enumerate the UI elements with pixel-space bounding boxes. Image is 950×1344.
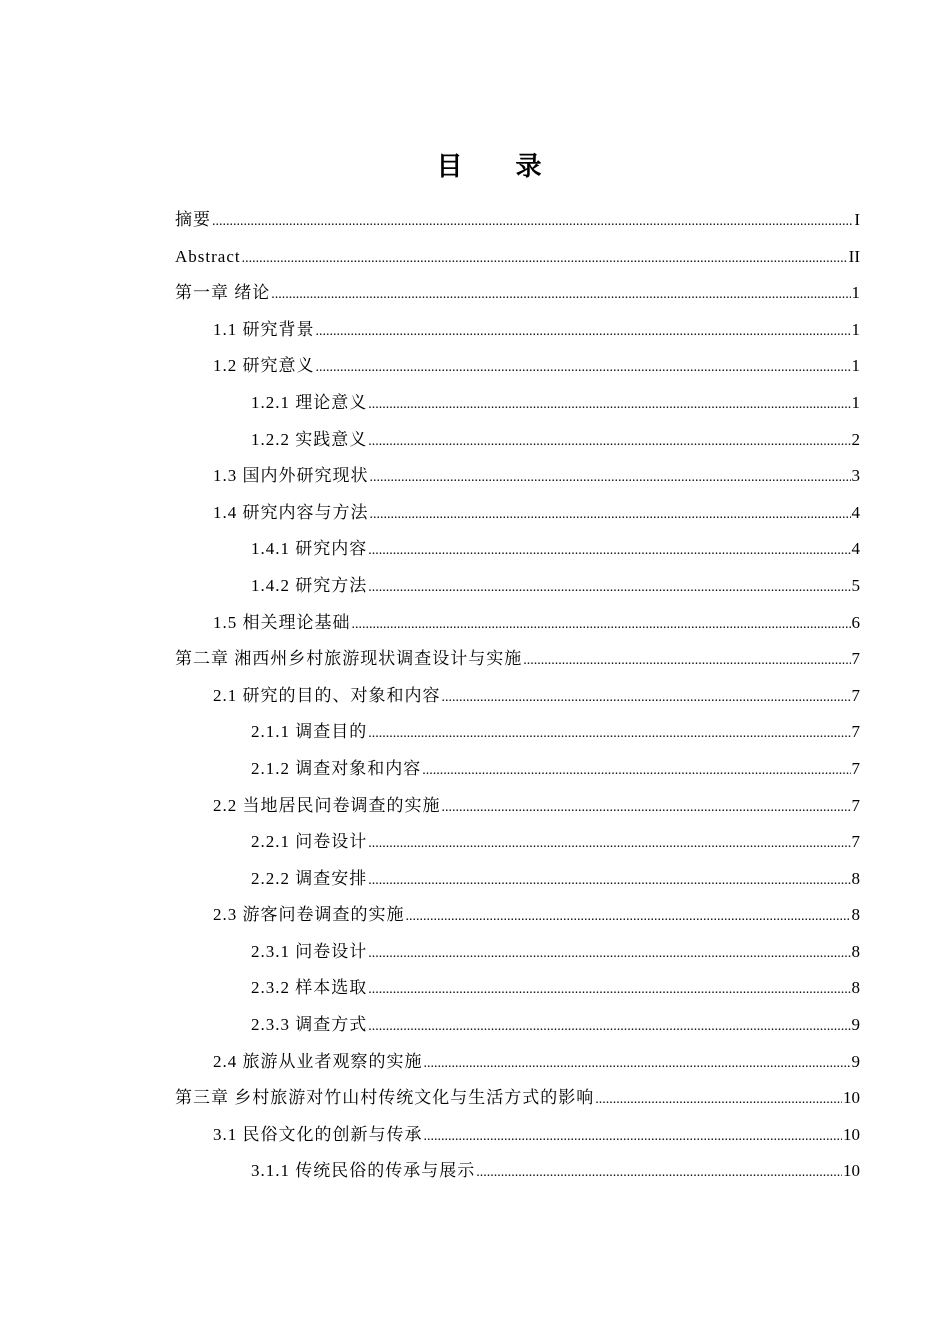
toc-page-number: 1 <box>851 392 860 412</box>
toc-entry[interactable] <box>175 641 860 678</box>
toc-entry-title: 2.1 研究的目的、对象和内容 <box>213 685 441 705</box>
toc-entry[interactable] <box>175 788 860 825</box>
toc-page-number: 4 <box>851 502 860 522</box>
toc-dot-leader <box>595 1082 842 1119</box>
toc-dot-leader <box>424 1046 851 1083</box>
toc-page-number: 10 <box>843 1088 860 1108</box>
toc-dot-leader <box>370 460 851 497</box>
toc-entry[interactable] <box>175 495 860 532</box>
toc-page-number: 7 <box>851 685 860 705</box>
toc-entry[interactable] <box>175 458 860 495</box>
toc-entry-title: 2.1.1 调查目的 <box>251 722 368 742</box>
toc-entry[interactable] <box>175 1044 860 1081</box>
toc-entry[interactable] <box>175 714 860 751</box>
toc-dot-leader <box>368 387 850 424</box>
toc-page-number: 6 <box>851 612 860 632</box>
toc-entry[interactable] <box>175 531 860 568</box>
toc-entry-title: 2.3.3 调查方式 <box>251 1015 368 1035</box>
toc-page-number: 10 <box>843 1161 860 1181</box>
toc-entry[interactable] <box>175 861 860 898</box>
toc-page-number: 1 <box>851 356 860 376</box>
toc-dot-leader <box>406 899 851 936</box>
toc-dot-leader <box>368 863 850 900</box>
toc-entry-title: 2.3.1 问卷设计 <box>251 941 368 961</box>
toc-entry-title: 2.2.2 调查安排 <box>251 868 368 888</box>
toc-entry-title: 1.2.2 实践意义 <box>251 429 368 449</box>
toc-dot-leader <box>352 607 851 644</box>
toc-dot-leader <box>316 350 851 387</box>
toc-page-number: 9 <box>851 1051 860 1071</box>
toc-page-number: 7 <box>851 795 860 815</box>
toc-page-number: II <box>848 246 860 266</box>
toc-dot-leader <box>476 1155 842 1192</box>
toc-entry-title: 2.3.2 样本选取 <box>251 978 368 998</box>
toc-entry[interactable] <box>175 970 860 1007</box>
toc-page-number: 8 <box>851 905 860 925</box>
toc-entry[interactable] <box>175 422 860 459</box>
toc-entry-title: 第三章 乡村旅游对竹山村传统文化与生活方式的影响 <box>175 1088 595 1108</box>
toc-dot-leader <box>523 643 850 680</box>
toc-page-number: 10 <box>843 1124 860 1144</box>
toc-page-number: 7 <box>851 758 860 778</box>
toc-entry-title: 1.2.1 理论意义 <box>251 392 368 412</box>
toc-dot-leader <box>368 570 850 607</box>
toc-dot-leader <box>368 936 850 973</box>
toc-page-number: 4 <box>851 539 860 559</box>
toc-page-number: 2 <box>851 429 860 449</box>
toc-dot-leader <box>368 716 850 753</box>
toc-entry-title: 2.1.2 调查对象和内容 <box>251 758 422 778</box>
toc-dot-leader <box>422 753 850 790</box>
toc-entry[interactable] <box>175 348 860 385</box>
toc-page-number: 9 <box>851 1015 860 1035</box>
toc-entry-title: 第二章 湘西州乡村旅游现状调查设计与实施 <box>175 649 523 669</box>
toc-page-number: 7 <box>851 832 860 852</box>
toc-dot-leader <box>368 972 850 1009</box>
toc-dot-leader <box>424 1119 843 1156</box>
toc-dot-leader <box>370 497 851 534</box>
table-of-contents <box>175 202 860 1190</box>
toc-dot-leader <box>368 424 850 461</box>
toc-dot-leader <box>368 1009 850 1046</box>
toc-entry[interactable] <box>175 897 860 934</box>
toc-page-number: 8 <box>851 978 860 998</box>
toc-page-number: 7 <box>851 649 860 669</box>
toc-entry[interactable] <box>175 1080 860 1117</box>
toc-page-number: 8 <box>851 941 860 961</box>
toc-page-number: 1 <box>851 319 860 339</box>
toc-entry-title: 摘要 <box>175 210 211 229</box>
toc-page-number: 7 <box>851 722 860 742</box>
toc-entry-title: 2.2.1 问卷设计 <box>251 832 368 852</box>
toc-entry-title: 1.5 相关理论基础 <box>213 612 351 632</box>
toc-dot-leader <box>368 533 850 570</box>
toc-entry[interactable] <box>175 678 860 715</box>
toc-entry[interactable] <box>175 605 860 642</box>
toc-entry-title: Abstract <box>175 246 241 266</box>
toc-entry[interactable] <box>175 385 860 422</box>
toc-entry-title: 1.4.1 研究内容 <box>251 539 368 559</box>
toc-entry-title: 1.3 国内外研究现状 <box>213 466 369 486</box>
toc-page-number: 1 <box>851 283 860 303</box>
toc-entry[interactable] <box>175 202 860 239</box>
toc-entry[interactable] <box>175 568 860 605</box>
toc-entry-title: 1.4.2 研究方法 <box>251 575 368 595</box>
toc-entry[interactable] <box>175 824 860 861</box>
toc-dot-leader <box>442 790 851 827</box>
toc-entry[interactable] <box>175 1153 860 1190</box>
toc-title: 目 录 <box>436 152 564 182</box>
toc-dot-leader <box>212 204 853 241</box>
toc-entry-title: 2.4 旅游从业者观察的实施 <box>213 1051 423 1071</box>
toc-entry[interactable] <box>175 312 860 349</box>
toc-entry-title: 3.1 民俗文化的创新与传承 <box>213 1124 423 1144</box>
toc-dot-leader <box>316 314 851 351</box>
toc-entry-title: 1.2 研究意义 <box>213 356 315 376</box>
toc-page-number: 8 <box>851 868 860 888</box>
toc-entry[interactable] <box>175 239 860 276</box>
toc-page-number: I <box>854 210 860 229</box>
toc-page-number: 3 <box>851 466 860 486</box>
toc-entry-title: 1.1 研究背景 <box>213 319 315 339</box>
toc-entry-title: 2.3 游客问卷调查的实施 <box>213 905 405 925</box>
toc-entry[interactable] <box>175 1007 860 1044</box>
toc-entry-title: 2.2 当地居民问卷调查的实施 <box>213 795 441 815</box>
toc-dot-leader <box>271 277 850 314</box>
toc-dot-leader <box>242 241 848 278</box>
toc-entry-title: 第一章 绪论 <box>175 283 271 303</box>
toc-page-number: 5 <box>851 575 860 595</box>
toc-dot-leader <box>368 826 850 863</box>
toc-entry-title: 3.1.1 传统民俗的传承与展示 <box>251 1161 476 1181</box>
toc-entry[interactable] <box>175 275 860 312</box>
toc-dot-leader <box>442 680 851 717</box>
toc-entry[interactable] <box>175 934 860 971</box>
toc-entry[interactable] <box>175 1117 860 1154</box>
toc-entry[interactable] <box>175 751 860 788</box>
toc-entry-title: 1.4 研究内容与方法 <box>213 502 369 522</box>
